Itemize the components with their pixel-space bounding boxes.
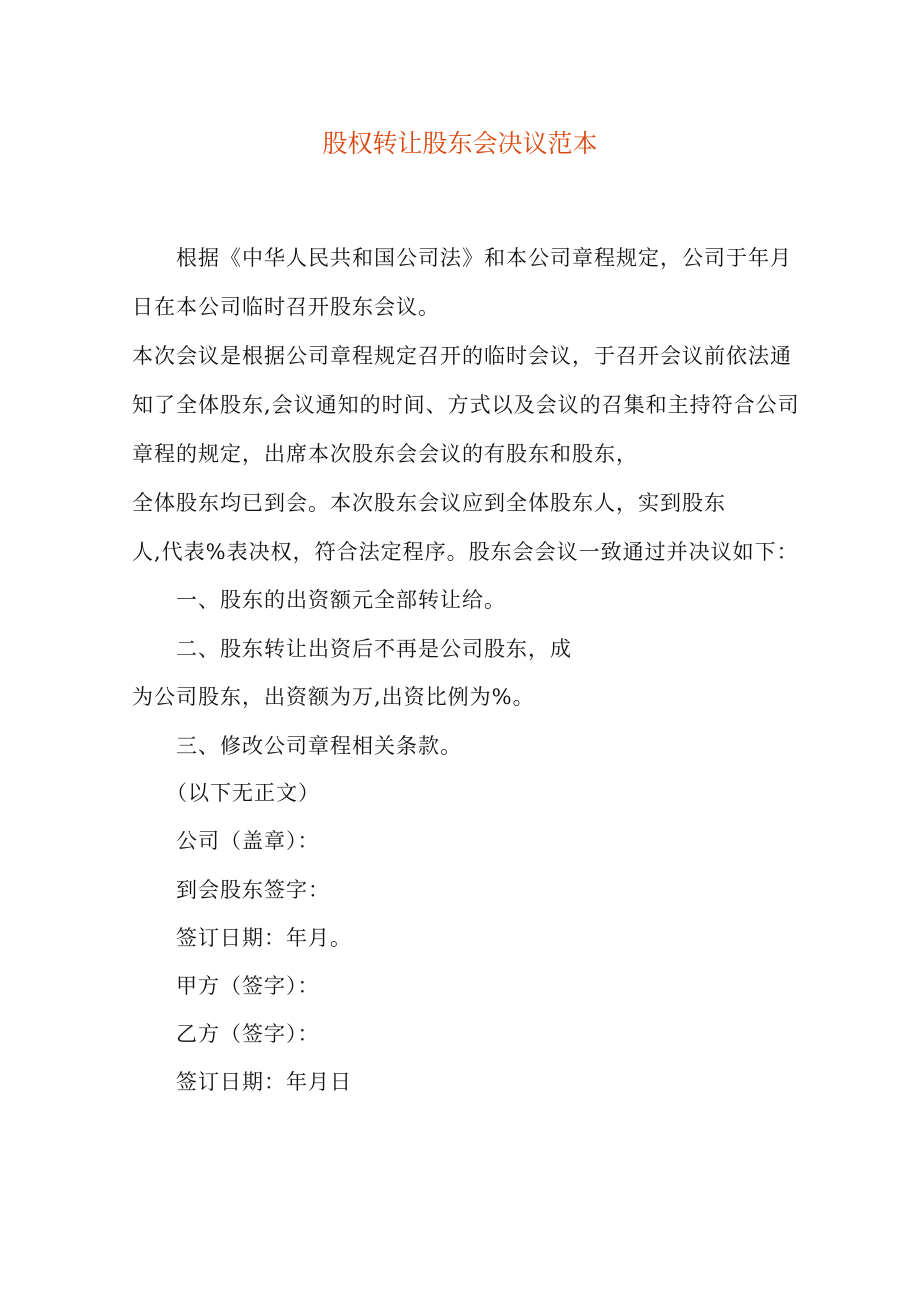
signing-date-line-1: 签订日期：年月。 bbox=[176, 926, 352, 950]
body-line-4: 知了全体股东,会议通知的时间、方式以及会议的召集和主持符合公司 bbox=[132, 393, 800, 417]
resolution-item-1: 一、股东的出资额元全部转让给。 bbox=[176, 588, 506, 612]
no-further-text-note: （以下无正文） bbox=[166, 781, 320, 805]
company-seal-line: 公司（盖章）： bbox=[176, 829, 320, 853]
document-title: 股权转让股东会决议范本 bbox=[322, 129, 598, 158]
body-line-5: 章程的规定，出席本次股东会会议的有股东和股东， bbox=[132, 442, 638, 466]
resolution-item-2: 二、股东转让出资后不再是公司股东，成 bbox=[176, 637, 572, 661]
body-line-7: 人,代表%表决权，符合法定程序。股东会会议一致通过并决议如下： bbox=[132, 540, 799, 564]
shareholder-signature-line: 到会股东签字： bbox=[176, 878, 330, 902]
resolution-item-3: 三、修改公司章程相关条款。 bbox=[176, 734, 462, 758]
signing-date-line-2: 签订日期：年月日 bbox=[176, 1070, 352, 1094]
party-b-signature-line: 乙方（签字）： bbox=[176, 1022, 320, 1046]
party-a-signature-line: 甲方（签字）： bbox=[176, 974, 320, 998]
body-line-3: 本次会议是根据公司章程规定召开的临时会议，于召开会议前依法通 bbox=[132, 344, 792, 368]
body-line-2: 日在本公司临时召开股东会议。 bbox=[132, 295, 440, 319]
body-line-1: 根据《中华人民共和国公司法》和本公司章程规定，公司于年月 bbox=[176, 246, 792, 270]
resolution-item-2-continued: 为公司股东，出资额为万,出资比例为%。 bbox=[132, 685, 535, 709]
body-line-6: 全体股东均已到会。本次股东会议应到全体股东人，实到股东 bbox=[132, 491, 726, 515]
